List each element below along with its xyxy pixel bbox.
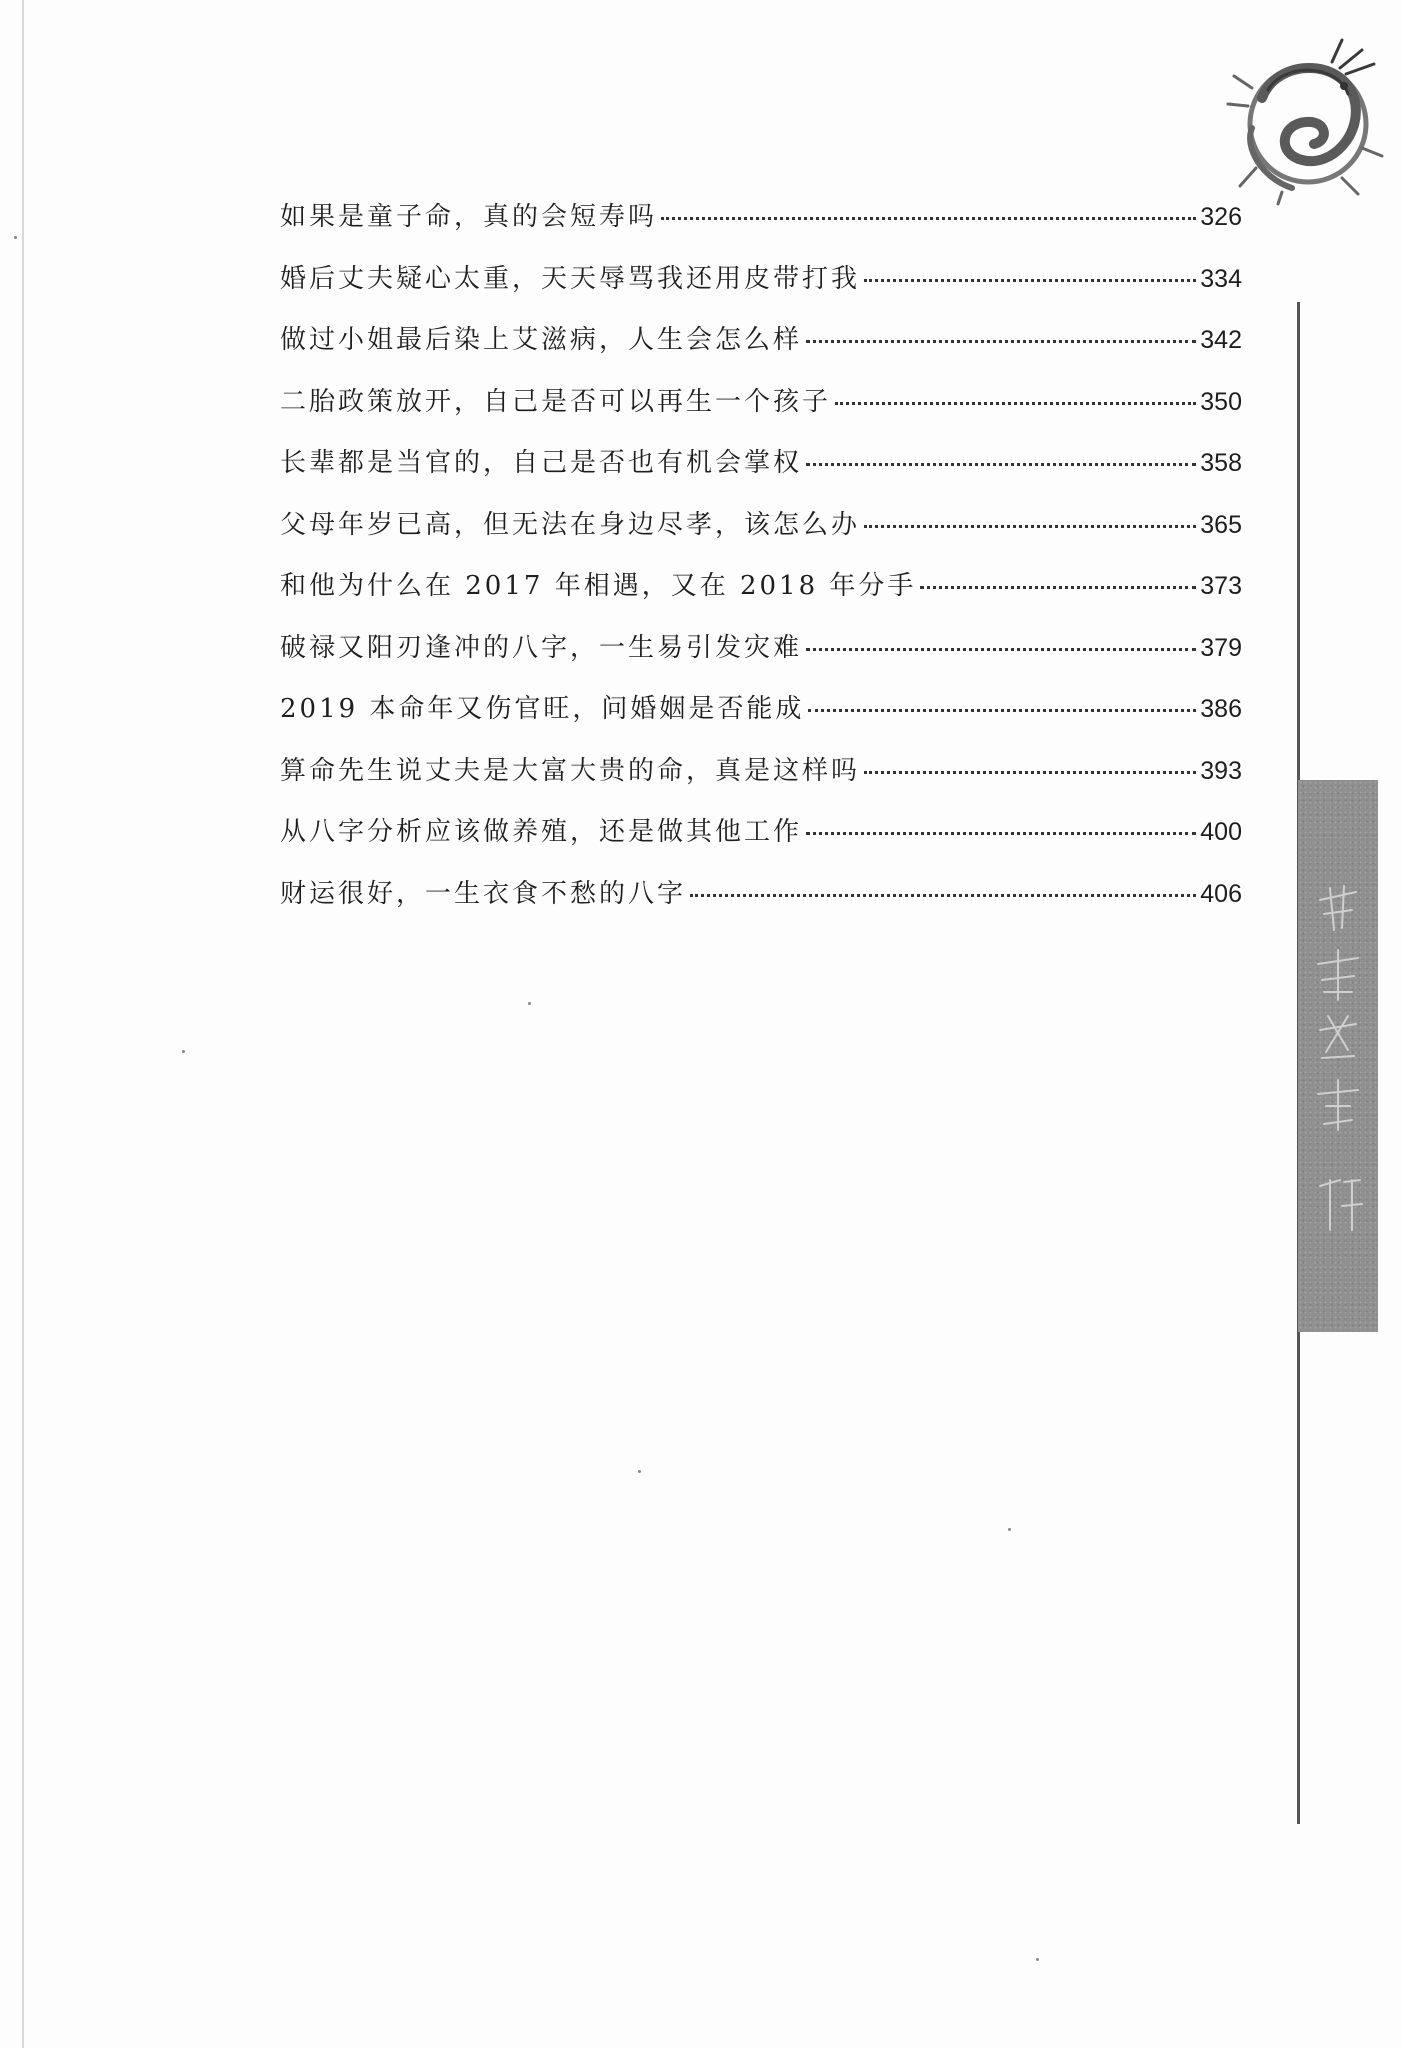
toc-entry[interactable]	[280, 565, 1242, 627]
toc-entry-title: 财运很好，一生衣食不愁的八字	[280, 878, 687, 909]
toc-entry-page: 393	[1200, 756, 1242, 785]
scan-speck	[182, 1050, 185, 1053]
toc-entry-title: 2019 本命年又伤官旺，问婚姻是否能成	[280, 694, 805, 724]
scan-speck	[1008, 1528, 1011, 1531]
toc-entry-title: 破禄又阳刃逢冲的八字，一生易引发灾难	[280, 632, 803, 663]
toc-entry-title: 父母年岁已高，但无法在身边尽孝，该怎么办	[280, 509, 861, 540]
toc-entry[interactable]	[280, 873, 1242, 935]
toc-entry-page: 326	[1200, 203, 1242, 231]
toc-dot-leader	[806, 648, 1196, 651]
toc-entry-page: 379	[1200, 633, 1242, 662]
toc-entry[interactable]	[280, 750, 1242, 812]
toc-entry-page: 334	[1200, 264, 1242, 293]
page-edge	[22, 0, 24, 2048]
toc-dot-leader	[864, 525, 1196, 528]
toc-entry-page: 358	[1200, 449, 1242, 477]
toc-dot-leader	[808, 709, 1196, 712]
toc-entry[interactable]	[280, 688, 1242, 750]
toc-entry-page: 406	[1200, 879, 1242, 908]
toc-entry[interactable]	[280, 627, 1242, 689]
toc-entry-title: 婚后丈夫疑心太重，天天辱骂我还用皮带打我	[280, 263, 861, 294]
scan-speck	[1036, 1958, 1039, 1961]
toc-dot-leader	[806, 832, 1196, 835]
toc-entry[interactable]	[280, 319, 1242, 381]
side-tab-ornament	[1310, 880, 1366, 1260]
toc-entry[interactable]	[280, 196, 1242, 258]
toc-dot-leader	[864, 771, 1196, 774]
toc-dot-leader	[690, 894, 1196, 897]
table-of-contents	[280, 196, 1242, 934]
toc-entry[interactable]	[280, 258, 1242, 320]
toc-dot-leader	[864, 279, 1196, 282]
toc-entry-page: 350	[1200, 387, 1242, 416]
toc-dot-leader	[806, 463, 1196, 466]
scan-speck	[14, 236, 17, 239]
toc-dot-leader	[806, 340, 1196, 343]
toc-dot-leader	[661, 217, 1196, 220]
toc-entry[interactable]	[280, 811, 1242, 873]
toc-entry-title: 和他为什么在 2017 年相遇，又在 2018 年分手	[280, 571, 917, 601]
toc-entry-title: 二胎政策放开，自己是否可以再生一个孩子	[280, 386, 832, 417]
toc-entry-page: 373	[1200, 572, 1242, 600]
toc-dot-leader	[835, 402, 1196, 405]
toc-entry-page: 365	[1200, 510, 1242, 539]
toc-entry[interactable]	[280, 504, 1242, 566]
toc-entry-title: 长辈都是当官的，自己是否也有机会掌权	[280, 448, 803, 478]
toc-entry-title: 算命先生说丈夫是大富大贵的命，真是这样吗	[280, 755, 861, 786]
scan-speck	[638, 1470, 641, 1473]
toc-entry-page: 400	[1200, 818, 1242, 846]
dragon-emblem-icon	[1222, 28, 1390, 208]
toc-entry[interactable]	[280, 442, 1242, 504]
toc-entry-page: 386	[1200, 695, 1242, 723]
toc-entry-title: 如果是童子命，真的会短寿吗	[280, 202, 658, 232]
toc-entry-title: 从八字分析应该做养殖，还是做其他工作	[280, 817, 803, 847]
toc-dot-leader	[920, 586, 1196, 589]
toc-entry-title: 做过小姐最后染上艾滋病，人生会怎么样	[280, 325, 803, 355]
toc-entry[interactable]	[280, 381, 1242, 443]
toc-entry-page: 342	[1200, 326, 1242, 354]
scan-speck	[528, 1002, 531, 1005]
